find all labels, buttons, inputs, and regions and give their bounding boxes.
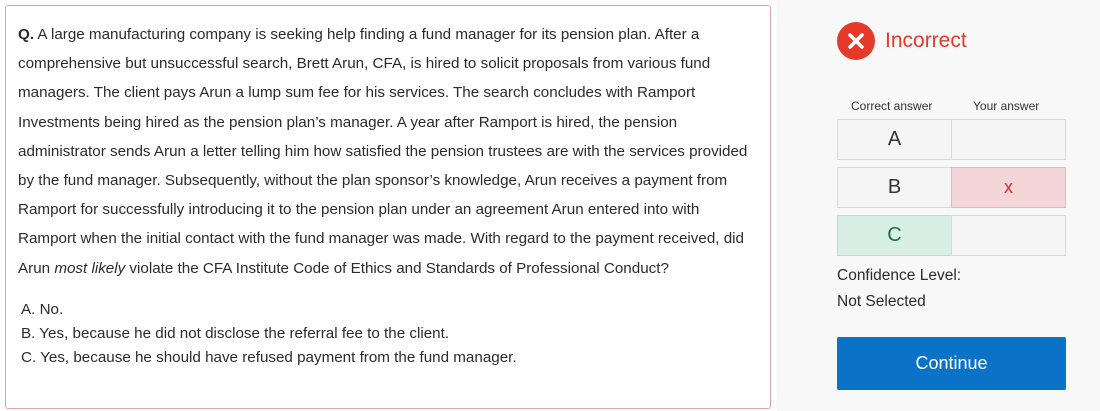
your-cell-b-wrong-mark: x (951, 167, 1066, 208)
result-status (837, 22, 967, 60)
your-answer-header: Your answer (973, 99, 1040, 113)
question-emphasis: most likely (54, 259, 126, 277)
answer-options (18, 298, 758, 370)
result-panel (777, 0, 1100, 411)
question-text (18, 20, 758, 283)
option-b: B. Yes, because he did not disclose the referral fee to the client. (21, 324, 450, 342)
confidence-value: Not Selected (837, 293, 926, 310)
correct-cell-c: C (837, 215, 952, 256)
question-prefix: Q. (18, 26, 35, 43)
question-text-part-2: violate the CFA Institute Code of Ethics and Standards of Professional Conduct? (125, 259, 669, 277)
incorrect-icon (837, 22, 875, 60)
correct-cell-b: B (837, 167, 952, 208)
your-cell-c (951, 215, 1066, 256)
correct-cell-a: A (837, 119, 952, 160)
option-a: A. No. (21, 300, 64, 318)
confidence-label: Confidence Level: (837, 267, 962, 284)
question-panel (5, 5, 771, 409)
status-label: Incorrect (885, 29, 967, 52)
option-c: C. Yes, because he should have refused payment from the fund manager. (21, 348, 517, 366)
your-cell-a (951, 119, 1066, 160)
correct-answer-header: Correct answer (851, 99, 933, 113)
continue-button[interactable]: Continue (837, 337, 1066, 390)
question-text-part-1: A large manufacturing company is seeking help finding a fund manager for its pension plan. After a comprehensive but unsuccessful search, Brett Arun, CFA, is hired to solicit proposals from various fund managers. The client pays Arun a lump sum fee for his services. The search concludes with Ramport Investments being hired as the pension plan’s manager. A year after Ramport is hired, the pension administrator sends Arun a letter telling him how satisfied the pension trustees are with the services provided by the fund manager. Subsequently, without the plan sponsor’s knowledge, Arun receives a payment from Ramport for successfully introducing it to the pension plan under an agreement Arun entered into with Ramport when the initial contact with the fund manager was made. With regard to the payment received, did Arun (18, 26, 748, 277)
